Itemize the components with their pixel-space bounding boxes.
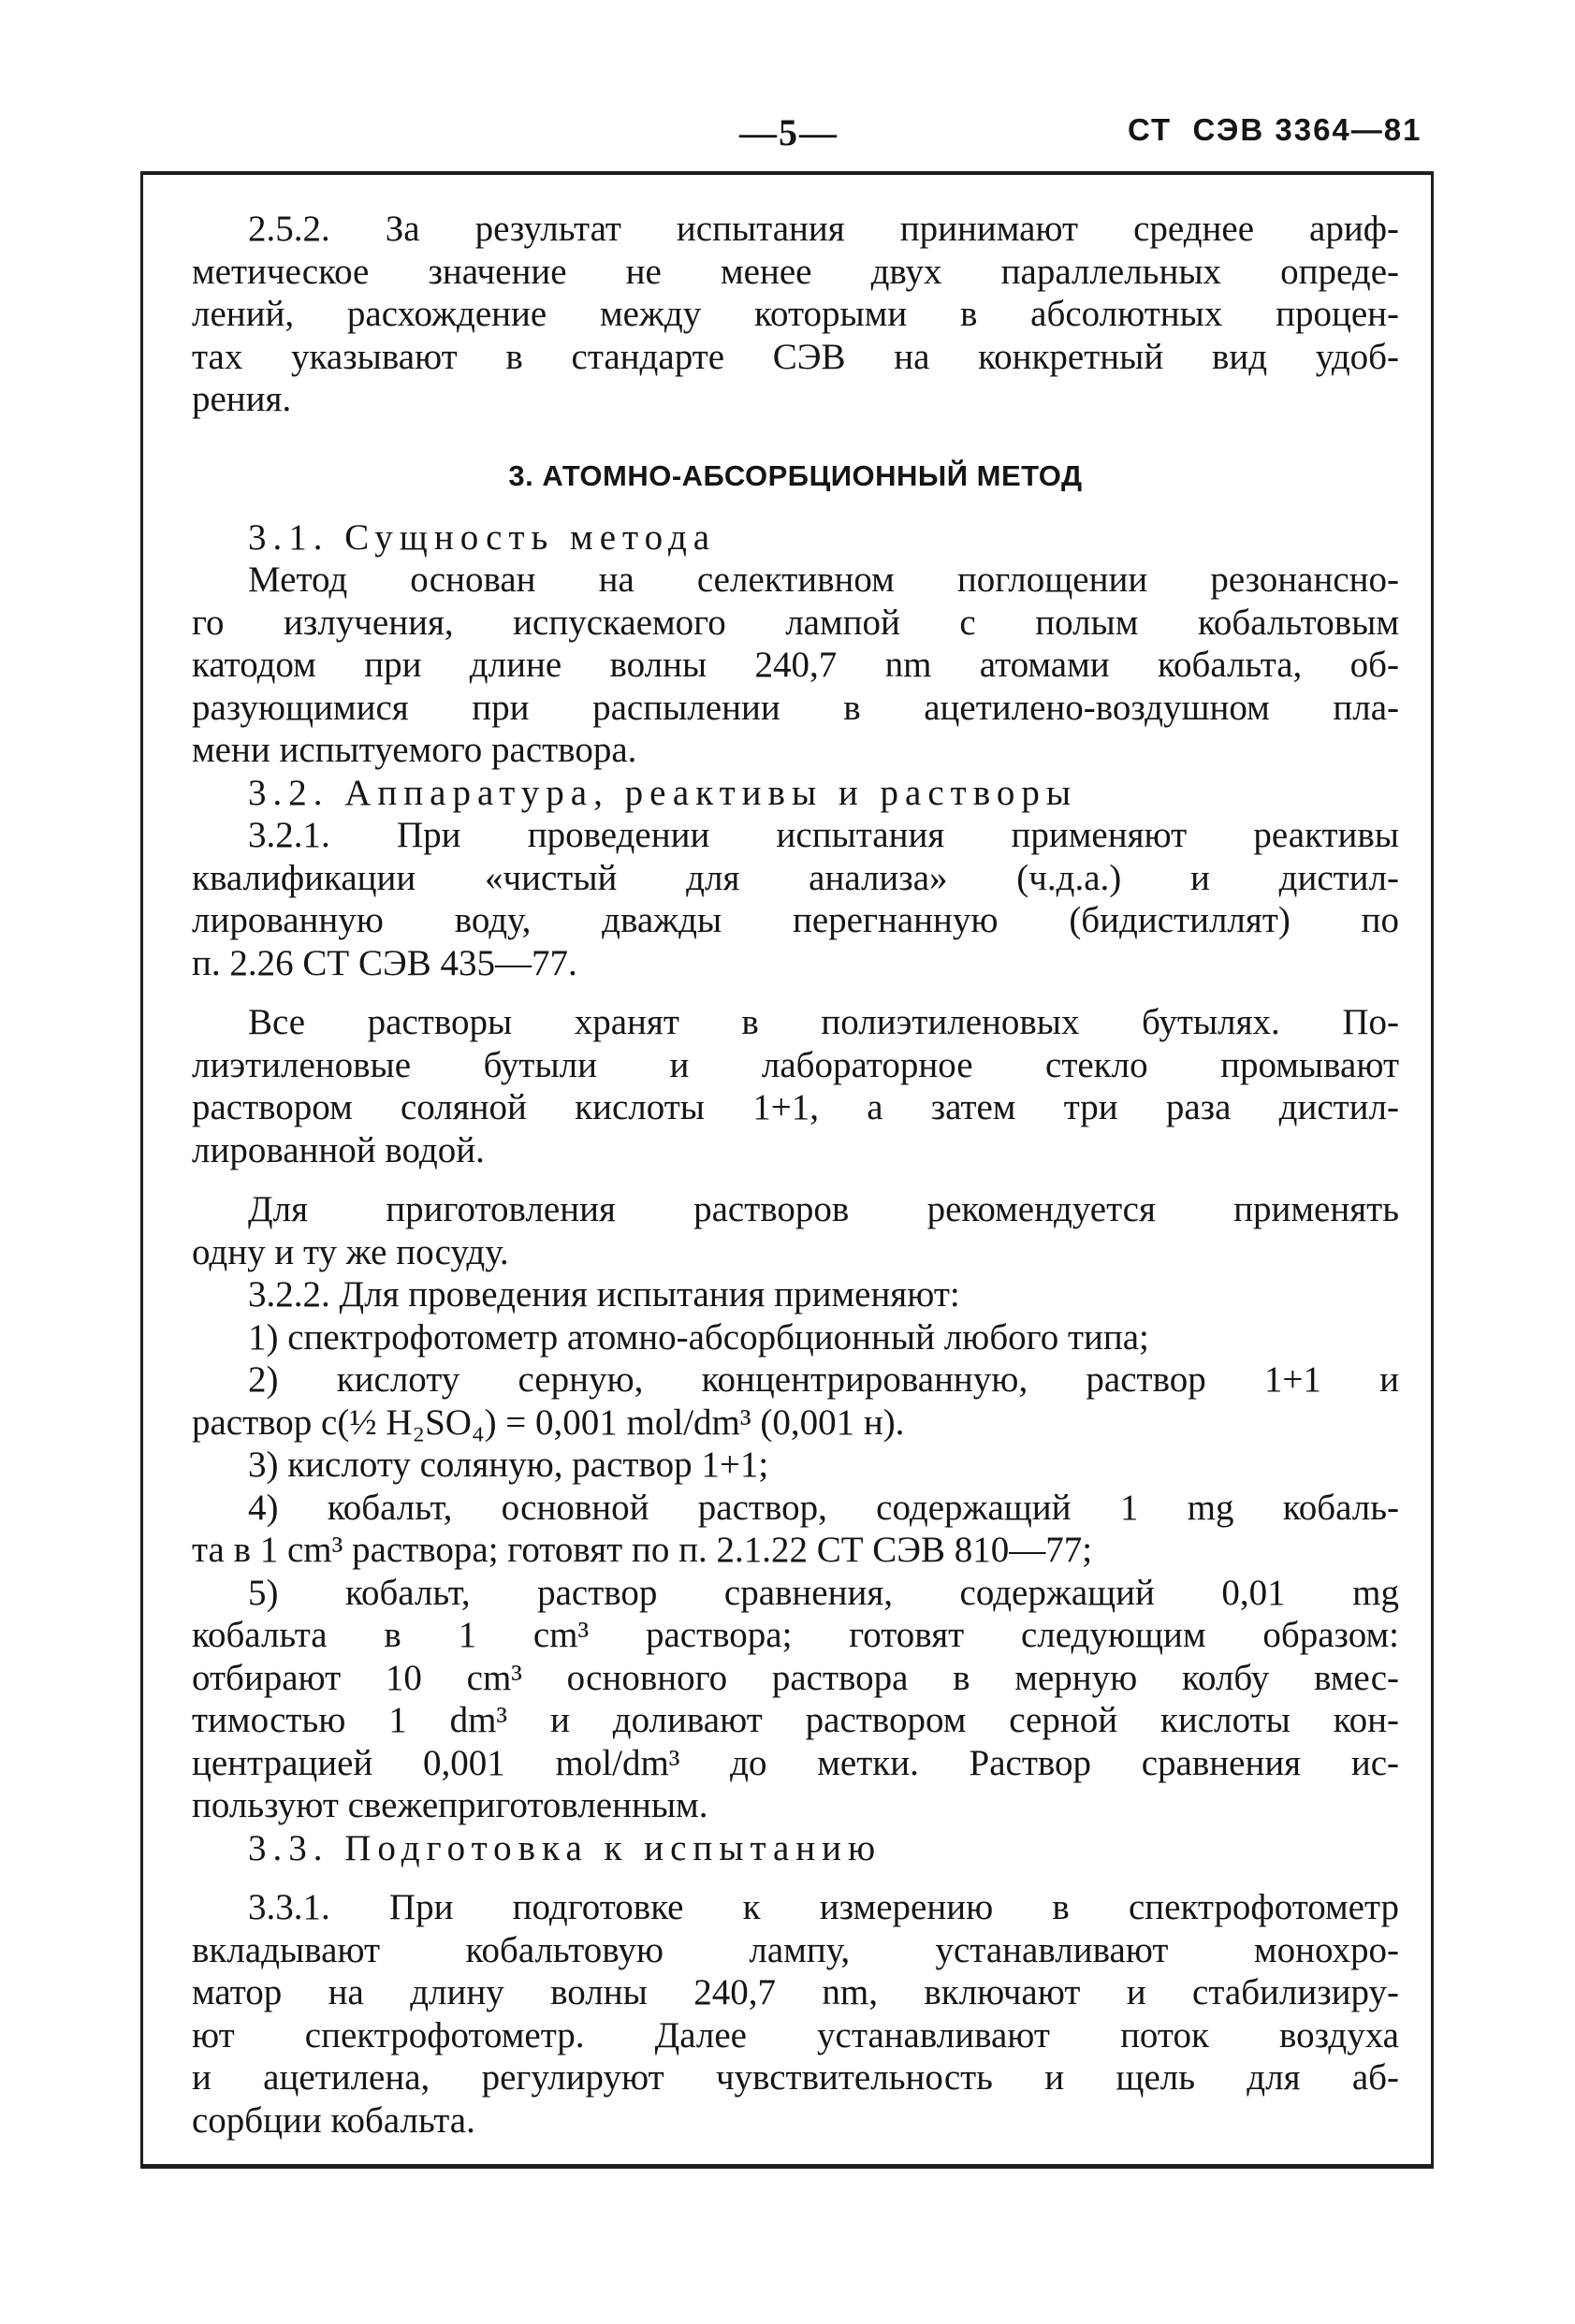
text-line: одну и ту же посуду. (192, 1231, 509, 1272)
text-line: мени испытуемого раствора. (192, 730, 637, 770)
text-line: раствор c(½ H₂SO₄) = 0,001 mol/dm³ (0,001 н). (192, 1402, 905, 1443)
text-line: Все растворы хранят в полиэтиленовых бутылях. По- (248, 1002, 1399, 1042)
clause-3-3-1 (192, 1886, 1399, 2142)
text-line: 3.2.1. При проведении испытания применяют реактивы (248, 815, 1399, 855)
text-line: матор на длину волны 240,7 nm, включают и стабилизиру- (192, 1972, 1399, 2012)
text-line: лений, расхождение между которыми в абсолютных процен- (192, 294, 1399, 334)
list-item: 1) спектрофотометр атомно-абсорбционный любого типа; (248, 1316, 1149, 1358)
text-line: 2.5.2. За результат испытания принимают среднее ариф- (248, 209, 1399, 249)
text-line: раствором соляной кислоты 1+1, а затем три раза дистил- (192, 1087, 1399, 1127)
text-line: метическое значение не менее двух параллельных опреде- (192, 251, 1399, 292)
clause-3-1-heading: 3.1. Сущность метода (248, 516, 717, 558)
text-line: ют спектрофотометр. Далее устанавливают поток воздуха (192, 2014, 1399, 2055)
text-line: лиэтиленовые бутыли и лабораторное стекло промывают (192, 1044, 1399, 1085)
paragraph-storage (192, 1001, 1399, 1171)
clause-3-2-2 (192, 1273, 1399, 1827)
list-item: 5) кобальт, раствор сравнения, содержащий 0,01 mg (248, 1572, 1399, 1613)
text-line: катодом при длине волны 240,7 nm атомами кобальта, об- (192, 645, 1399, 685)
page-header (0, 110, 1575, 157)
clause-3-1-text (192, 559, 1399, 772)
text-line: Для приготовления растворов рекомендуется применять (248, 1189, 1399, 1229)
text-line: центрацией 0,001 mol/dm³ до метки. Раствор сравнения ис- (192, 1742, 1399, 1783)
clause-3-3-heading: 3.3. Подготовка к испытанию (248, 1827, 882, 1868)
text-line: квалификации «чистый для анализа» (ч.д.а.) и дистил- (192, 857, 1399, 898)
list-item: 3) кислоту соляную, раствор 1+1; (248, 1445, 769, 1485)
list-item: 4) кобальт, основной раствор, содержащий 1 mg кобаль- (248, 1487, 1399, 1528)
standard-reference: СТ СЭВ 3364—81 (1128, 112, 1422, 147)
text-line: отбирают 10 cm³ основного раствора в мерную колбу вмес- (192, 1657, 1399, 1698)
text-line: 3.3.1. При подготовке к измерению в спектрофотометр (248, 1887, 1399, 1927)
clause-3-2-1 (192, 814, 1399, 984)
clause-2-5-2 (192, 208, 1399, 421)
text-line: кобальта в 1 cm³ раствора; готовят следующим образом: (192, 1615, 1399, 1655)
text-line: та в 1 cm³ раствора; готовят по п. 2.1.22 СТ СЭВ 810—77; (192, 1530, 1093, 1570)
text-line: тах указывают в стандарте СЭВ на конкретный вид удоб- (192, 336, 1399, 377)
text-line: разующимися при распылении в ацетилено-воздушном пла- (192, 687, 1399, 728)
body-text (192, 208, 1399, 2142)
text-line: лированную воду, дважды перегнанную (бидистиллят) по (192, 900, 1399, 940)
text-line: 3.2.2. Для проведения испытания применяют: (248, 1274, 960, 1315)
text-line: го излучения, испускаемого лампой с полым кобальтовым (192, 602, 1399, 643)
list-item: 2) кислоту серную, концентрированную, раствор 1+1 и (248, 1359, 1399, 1400)
text-line: пользуют свежеприготовленным. (192, 1785, 708, 1825)
text-line: Метод основан на селективном поглощении резонансно- (248, 559, 1399, 600)
text-line: вкладывают кобальтовую лампу, устанавливают монохро- (192, 1929, 1399, 1970)
text-line: рения. (192, 379, 292, 419)
paragraph-dishes (192, 1188, 1399, 1273)
page-number: —5— (739, 111, 839, 153)
text-line: тимостью 1 dm³ и доливают раствором серной кислоты кон- (192, 1700, 1399, 1740)
text-line: и ацетилена, регулируют чувствительность и щель для аб- (192, 2057, 1399, 2098)
section-3-title: 3. АТОМНО-АБСОРБЦИОННЫЙ МЕТОД (508, 458, 1083, 492)
text-line: лированной водой. (192, 1129, 485, 1170)
clause-3-2-heading: 3.2. Аппаратура, реактивы и растворы (248, 772, 1078, 813)
text-line: п. 2.26 СТ СЭВ 435—77. (192, 942, 577, 983)
text-line: сорбции кобальта. (192, 2099, 475, 2141)
